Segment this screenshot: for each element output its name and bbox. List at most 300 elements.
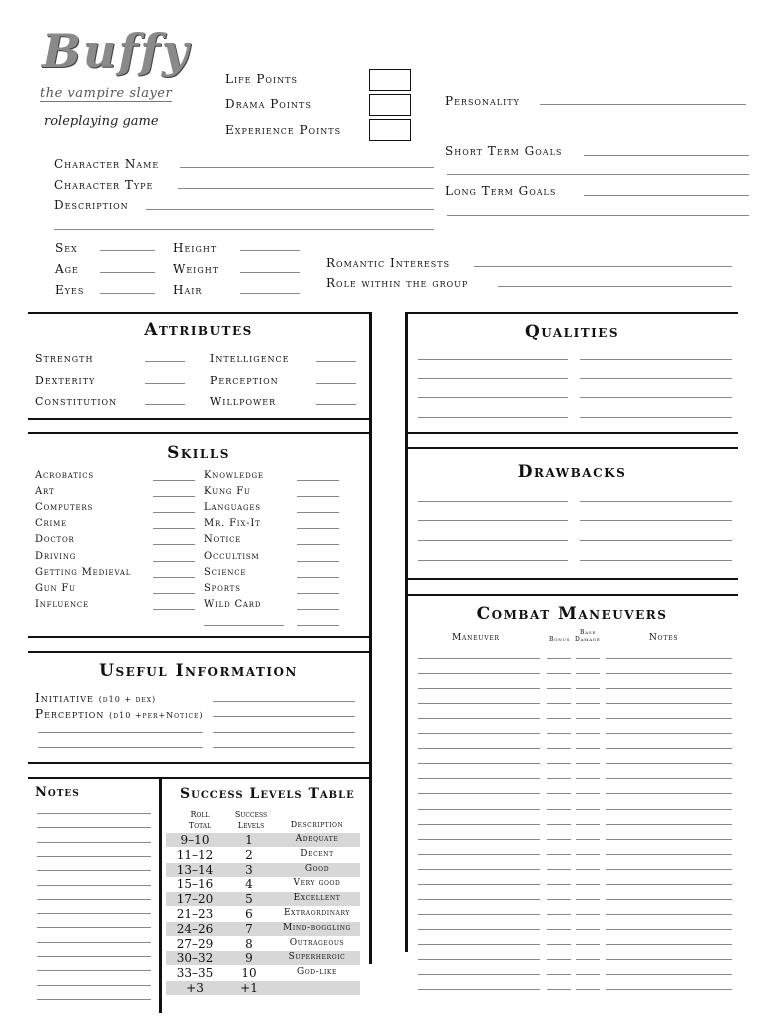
- roll-total: 33–35: [176, 966, 214, 980]
- damage-field[interactable]: [576, 824, 600, 825]
- success-description: Excellent: [293, 893, 341, 903]
- attr-intelligence-label: Intelligence: [210, 352, 290, 365]
- maneuver-field[interactable]: [418, 839, 540, 840]
- success-description: God-like: [297, 967, 337, 977]
- success-levels: 4: [245, 877, 253, 891]
- eyes-label: Eyes: [55, 283, 85, 297]
- success-description: Mind-boggling: [283, 923, 351, 933]
- bonus-field[interactable]: [547, 718, 571, 719]
- damage-field[interactable]: [576, 884, 600, 885]
- character-name-field[interactable]: [180, 167, 434, 168]
- bonus-field[interactable]: [547, 854, 571, 855]
- success-levels: 10: [241, 966, 257, 980]
- attr-constitution-label: Constitution: [35, 395, 118, 408]
- logo: [36, 24, 206, 140]
- skill-field[interactable]: [297, 593, 339, 594]
- notes-field[interactable]: [606, 733, 732, 734]
- divider: [28, 762, 372, 764]
- success-row: [166, 848, 360, 862]
- logo-subtitle: the vampire slayer: [40, 86, 173, 101]
- useful-title: Useful Information: [99, 661, 298, 681]
- skill-label: Influence: [35, 599, 89, 610]
- maneuver-field[interactable]: [418, 929, 540, 930]
- useful-field[interactable]: [213, 732, 355, 733]
- success-row: [166, 877, 360, 891]
- maneuver-field[interactable]: [418, 854, 540, 855]
- notes-field[interactable]: [606, 688, 732, 689]
- damage-field[interactable]: [576, 944, 600, 945]
- personality-field[interactable]: [540, 104, 746, 105]
- initiative-field[interactable]: [213, 701, 355, 702]
- drawback-field[interactable]: [418, 540, 568, 541]
- success-levels: 9: [245, 951, 253, 965]
- damage-field[interactable]: [576, 748, 600, 749]
- drawback-field[interactable]: [580, 520, 732, 521]
- notes-title: Notes: [35, 785, 80, 800]
- success-levels: 5: [245, 892, 253, 906]
- success-row: [166, 981, 360, 995]
- quality-field[interactable]: [418, 378, 568, 379]
- quality-field[interactable]: [418, 417, 568, 418]
- notes-field[interactable]: [606, 748, 732, 749]
- skill-field[interactable]: [297, 512, 339, 513]
- roll-total: 27–29: [176, 937, 214, 951]
- attr-perception-field[interactable]: [316, 383, 356, 384]
- skill-field[interactable]: [297, 609, 339, 610]
- drawback-field[interactable]: [418, 560, 568, 561]
- character-type-field[interactable]: [178, 188, 434, 189]
- bonus-field[interactable]: [547, 944, 571, 945]
- header-success: [226, 809, 276, 831]
- notes-line[interactable]: [37, 942, 151, 943]
- damage-field[interactable]: [576, 778, 600, 779]
- bonus-field[interactable]: [547, 839, 571, 840]
- maneuver-field[interactable]: [418, 974, 540, 975]
- damage-field[interactable]: [576, 929, 600, 930]
- notes-field[interactable]: [606, 989, 732, 990]
- col-base: Base: [580, 629, 597, 636]
- bonus-field[interactable]: [547, 688, 571, 689]
- skill-field[interactable]: [204, 625, 284, 626]
- header-roll: [176, 809, 224, 831]
- notes-field[interactable]: [606, 703, 732, 704]
- maneuver-field[interactable]: [418, 884, 540, 885]
- role-field[interactable]: [498, 286, 732, 287]
- success-description: Extraordinary: [284, 908, 350, 918]
- perception-text: Perception: [35, 707, 105, 721]
- attr-intelligence-field[interactable]: [316, 361, 356, 362]
- success-levels: 6: [245, 907, 253, 921]
- notes-line[interactable]: [37, 827, 151, 828]
- damage-field[interactable]: [576, 959, 600, 960]
- short-term-goals-field-2[interactable]: [447, 174, 749, 175]
- character-type-label: Character Type: [54, 178, 154, 192]
- success-table-title: Success Levels Table: [180, 786, 355, 802]
- roll-total: 21–23: [176, 907, 214, 921]
- long-term-goals-field-2[interactable]: [447, 215, 749, 216]
- maneuver-field[interactable]: [418, 733, 540, 734]
- description-field-2[interactable]: [54, 229, 434, 230]
- skill-field[interactable]: [153, 577, 195, 578]
- divider: [28, 777, 372, 779]
- drama-points-box[interactable]: [369, 94, 411, 116]
- damage-field[interactable]: [576, 658, 600, 659]
- attr-dexterity-label: Dexterity: [35, 374, 96, 387]
- divider: [159, 777, 162, 1013]
- damage-field[interactable]: [576, 974, 600, 975]
- drama-points-label: Drama Points: [225, 97, 312, 111]
- drawback-field[interactable]: [418, 501, 568, 502]
- success-levels: 7: [245, 922, 253, 936]
- sex-field[interactable]: [100, 250, 155, 251]
- bonus-field[interactable]: [547, 884, 571, 885]
- roll-total: +3: [186, 981, 204, 995]
- success-description: Very good: [293, 878, 341, 888]
- header-success-1: Success: [234, 810, 268, 819]
- success-row: [166, 863, 360, 877]
- notes-field[interactable]: [606, 854, 732, 855]
- roll-total: 11–12: [176, 848, 214, 862]
- damage-field[interactable]: [576, 688, 600, 689]
- maneuver-field[interactable]: [418, 869, 540, 870]
- bonus-field[interactable]: [547, 989, 571, 990]
- quality-field[interactable]: [580, 378, 732, 379]
- damage-field[interactable]: [576, 673, 600, 674]
- logo-tagline: roleplaying game: [44, 114, 159, 129]
- col-notes: Notes: [649, 633, 679, 643]
- short-term-goals-label: Short Term Goals: [445, 144, 563, 158]
- maneuver-field[interactable]: [418, 793, 540, 794]
- notes-field[interactable]: [606, 899, 732, 900]
- attr-constitution-field[interactable]: [145, 404, 185, 405]
- col-damage: Damage: [575, 636, 601, 643]
- header-roll-2: Total: [188, 821, 212, 830]
- bonus-field[interactable]: [547, 869, 571, 870]
- notes-line[interactable]: [37, 870, 151, 871]
- bonus-field[interactable]: [547, 733, 571, 734]
- notes-line[interactable]: [37, 956, 151, 957]
- notes-field[interactable]: [606, 959, 732, 960]
- col-bonus: Bonus: [549, 636, 571, 643]
- damage-field[interactable]: [576, 718, 600, 719]
- quality-field[interactable]: [580, 397, 732, 398]
- damage-field[interactable]: [576, 809, 600, 810]
- notes-field[interactable]: [606, 778, 732, 779]
- success-description: Adequate: [295, 834, 339, 844]
- short-term-goals-field[interactable]: [584, 155, 749, 156]
- logo-title: Buffy: [42, 24, 191, 78]
- success-row: [166, 951, 360, 965]
- skill-field[interactable]: [153, 609, 195, 610]
- quality-field[interactable]: [580, 359, 732, 360]
- divider: [28, 312, 372, 314]
- skill-label: Driving: [35, 551, 77, 562]
- col-maneuver: Maneuver: [452, 633, 500, 643]
- drawback-field[interactable]: [580, 540, 732, 541]
- damage-field[interactable]: [576, 733, 600, 734]
- height-label: Height: [173, 241, 218, 255]
- attr-perception-label: Perception: [210, 374, 279, 387]
- success-row: [166, 937, 360, 951]
- notes-field[interactable]: [606, 944, 732, 945]
- combat-title: Combat Maneuvers: [476, 604, 668, 624]
- maneuver-field[interactable]: [418, 944, 540, 945]
- maneuver-field[interactable]: [418, 959, 540, 960]
- divider: [406, 578, 738, 580]
- initiative-text: Initiative: [35, 691, 94, 705]
- skill-label: Acrobatics: [35, 470, 94, 481]
- success-description: Superheroic: [288, 952, 346, 962]
- notes-line[interactable]: [37, 885, 151, 886]
- age-label: Age: [55, 262, 79, 276]
- useful-field[interactable]: [213, 747, 355, 748]
- divider: [406, 432, 738, 434]
- damage-field[interactable]: [576, 703, 600, 704]
- maneuver-field[interactable]: [418, 899, 540, 900]
- notes-line[interactable]: [37, 856, 151, 857]
- notes-field[interactable]: [606, 658, 732, 659]
- success-row: [166, 833, 360, 847]
- bonus-field[interactable]: [547, 748, 571, 749]
- maneuver-field[interactable]: [418, 703, 540, 704]
- damage-field[interactable]: [576, 839, 600, 840]
- success-description: Decent: [300, 849, 334, 859]
- skills-title: Skills: [167, 443, 230, 463]
- height-field[interactable]: [240, 250, 300, 251]
- bonus-field[interactable]: [547, 778, 571, 779]
- header-success-2: Levels: [237, 821, 265, 830]
- maneuver-field[interactable]: [418, 763, 540, 764]
- age-field[interactable]: [100, 272, 155, 273]
- weight-label: Weight: [173, 262, 220, 276]
- description-label: Description: [54, 198, 129, 212]
- damage-field[interactable]: [576, 793, 600, 794]
- notes-field[interactable]: [606, 763, 732, 764]
- skill-field[interactable]: [153, 528, 195, 529]
- useful-field[interactable]: [38, 747, 203, 748]
- notes-line[interactable]: [37, 970, 151, 971]
- notes-field[interactable]: [606, 884, 732, 885]
- life-points-box[interactable]: [369, 69, 411, 91]
- maneuver-field[interactable]: [418, 718, 540, 719]
- success-levels: +1: [240, 981, 258, 995]
- maneuver-field[interactable]: [418, 658, 540, 659]
- maneuver-field[interactable]: [418, 809, 540, 810]
- notes-field[interactable]: [606, 673, 732, 674]
- maneuver-field[interactable]: [418, 778, 540, 779]
- divider: [406, 594, 738, 596]
- bonus-field[interactable]: [547, 809, 571, 810]
- bonus-field[interactable]: [547, 974, 571, 975]
- skill-label: Science: [204, 567, 247, 578]
- attr-willpower-label: Willpower: [210, 395, 277, 408]
- skill-label: Mr. Fix-It: [204, 518, 261, 529]
- divider: [28, 418, 372, 420]
- divider: [28, 432, 372, 434]
- bonus-field[interactable]: [547, 793, 571, 794]
- bonus-field[interactable]: [547, 914, 571, 915]
- attr-dexterity-field[interactable]: [145, 383, 185, 384]
- skill-label: Sports: [204, 583, 241, 594]
- bonus-field[interactable]: [547, 763, 571, 764]
- bonus-field[interactable]: [547, 929, 571, 930]
- romantic-interests-label: Romantic Interests: [326, 256, 451, 270]
- bonus-field[interactable]: [547, 959, 571, 960]
- skill-label: Knowledge: [204, 470, 264, 481]
- divider: [405, 312, 408, 952]
- roll-total: 13–14: [176, 863, 214, 877]
- notes-field[interactable]: [606, 809, 732, 810]
- maneuver-field[interactable]: [418, 673, 540, 674]
- romantic-interests-field[interactable]: [474, 266, 732, 267]
- role-label: Role within the group: [326, 276, 469, 290]
- roll-total: 30–32: [176, 951, 214, 965]
- success-row: [166, 922, 360, 936]
- roll-total: 15–16: [176, 877, 214, 891]
- drawbacks-title: Drawbacks: [517, 462, 627, 482]
- skill-field[interactable]: [153, 561, 195, 562]
- roll-total: 24–26: [176, 922, 214, 936]
- header-roll-1: Roll: [190, 810, 210, 819]
- perception-info-label: [35, 707, 204, 721]
- attr-strength-label: Strength: [35, 352, 94, 365]
- long-term-goals-field[interactable]: [584, 195, 749, 196]
- skill-label: Art: [35, 486, 55, 497]
- skill-label: Gun Fu: [35, 583, 76, 594]
- notes-field[interactable]: [606, 839, 732, 840]
- bonus-field[interactable]: [547, 658, 571, 659]
- skill-field[interactable]: [297, 561, 339, 562]
- roll-total: 9–10: [180, 833, 210, 847]
- maneuver-field[interactable]: [418, 824, 540, 825]
- personality-label: Personality: [445, 94, 520, 108]
- perception-field[interactable]: [213, 716, 355, 717]
- notes-field[interactable]: [606, 824, 732, 825]
- skill-label: Getting Medieval: [35, 567, 132, 578]
- skill-field[interactable]: [153, 480, 195, 481]
- character-name-label: Character Name: [54, 157, 160, 171]
- skill-field[interactable]: [297, 496, 339, 497]
- quality-field[interactable]: [418, 397, 568, 398]
- notes-field[interactable]: [606, 974, 732, 975]
- skill-label: Crime: [35, 518, 67, 529]
- skill-field[interactable]: [297, 544, 339, 545]
- notes-field[interactable]: [606, 718, 732, 719]
- perception-note: (d10 +per+Notice): [109, 711, 204, 720]
- skill-label: Wild Card: [204, 599, 262, 610]
- skill-label: Computers: [35, 502, 94, 513]
- quality-field[interactable]: [418, 359, 568, 360]
- skill-field[interactable]: [153, 512, 195, 513]
- success-description: Good: [304, 864, 330, 874]
- success-levels: 2: [245, 848, 253, 862]
- skill-label: Doctor: [35, 534, 75, 545]
- eyes-field[interactable]: [100, 293, 155, 294]
- notes-line[interactable]: [37, 927, 151, 928]
- notes-field[interactable]: [606, 929, 732, 930]
- notes-line[interactable]: [37, 899, 151, 900]
- drawback-field[interactable]: [580, 501, 732, 502]
- divider: [28, 636, 372, 638]
- sex-label: Sex: [55, 241, 78, 255]
- notes-line[interactable]: [37, 999, 151, 1000]
- bonus-field[interactable]: [547, 703, 571, 704]
- damage-field[interactable]: [576, 854, 600, 855]
- weight-field[interactable]: [240, 272, 300, 273]
- maneuver-field[interactable]: [418, 688, 540, 689]
- long-term-goals-label: Long Term Goals: [445, 184, 557, 198]
- drawback-field[interactable]: [418, 520, 568, 521]
- hair-label: Hair: [173, 283, 203, 297]
- skill-label: Languages: [204, 502, 261, 513]
- success-levels: 3: [245, 863, 253, 877]
- description-field[interactable]: [146, 209, 434, 210]
- skill-field[interactable]: [297, 528, 339, 529]
- success-row: [166, 907, 360, 921]
- notes-field[interactable]: [606, 869, 732, 870]
- damage-field[interactable]: [576, 869, 600, 870]
- skill-field[interactable]: [153, 593, 195, 594]
- skill-label: Kung Fu: [204, 486, 251, 497]
- notes-line[interactable]: [37, 813, 151, 814]
- attr-strength-field[interactable]: [145, 361, 185, 362]
- attributes-title: Attributes: [144, 320, 253, 340]
- success-levels: 8: [245, 937, 253, 951]
- success-description: Outrageous: [289, 938, 345, 948]
- experience-points-box[interactable]: [369, 119, 411, 141]
- damage-field[interactable]: [576, 763, 600, 764]
- divider: [369, 312, 372, 964]
- skill-field[interactable]: [297, 480, 339, 481]
- experience-points-label: Experience Points: [225, 123, 342, 137]
- life-points-label: Life Points: [225, 72, 298, 86]
- maneuver-field[interactable]: [418, 914, 540, 915]
- skill-field[interactable]: [297, 625, 339, 626]
- maneuver-field[interactable]: [418, 748, 540, 749]
- skill-field[interactable]: [153, 496, 195, 497]
- maneuver-field[interactable]: [418, 989, 540, 990]
- skill-field[interactable]: [297, 577, 339, 578]
- notes-line[interactable]: [37, 842, 151, 843]
- useful-field[interactable]: [38, 732, 203, 733]
- skill-field[interactable]: [153, 544, 195, 545]
- bonus-field[interactable]: [547, 899, 571, 900]
- roll-total: 17–20: [176, 892, 214, 906]
- notes-line[interactable]: [37, 985, 151, 986]
- initiative-label: [35, 691, 156, 705]
- notes-line[interactable]: [37, 913, 151, 914]
- qualities-title: Qualities: [524, 322, 620, 342]
- divider: [406, 312, 738, 314]
- header-desc: Description: [290, 820, 344, 829]
- bonus-field[interactable]: [547, 824, 571, 825]
- damage-field[interactable]: [576, 899, 600, 900]
- damage-field[interactable]: [576, 989, 600, 990]
- skill-label: Notice: [204, 534, 242, 545]
- hair-field[interactable]: [240, 293, 300, 294]
- success-levels: 1: [245, 833, 253, 847]
- divider: [406, 447, 738, 449]
- bonus-field[interactable]: [547, 673, 571, 674]
- quality-field[interactable]: [580, 417, 732, 418]
- divider: [28, 651, 372, 653]
- notes-field[interactable]: [606, 914, 732, 915]
- damage-field[interactable]: [576, 914, 600, 915]
- notes-field[interactable]: [606, 793, 732, 794]
- drawback-field[interactable]: [580, 560, 732, 561]
- attr-willpower-field[interactable]: [316, 404, 356, 405]
- skill-label: Occultism: [204, 551, 260, 562]
